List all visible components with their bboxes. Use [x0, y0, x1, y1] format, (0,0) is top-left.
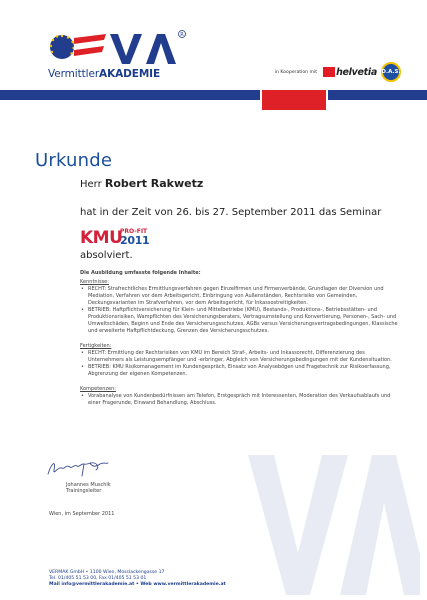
period-text: hat in der Zeit von 26. bis 27. September 2011 das Seminar	[80, 207, 382, 218]
footer-contact: Mail info@vermittlerakademie.at • Web www.vermittlerakademie.at	[49, 582, 226, 588]
list-item: • Vorabanalyse von Kundenbedürfnissen am Telefon, Erstgespräch mit Interessenten, Moderation des Verkaufsablaufs und einer Fragerunde, Einwand Behandlung, Abschluss.	[80, 393, 400, 407]
das-logo	[381, 62, 401, 82]
section-list	[80, 286, 400, 335]
section-list	[80, 350, 400, 378]
signatory-name: Johannes Muschik	[66, 482, 111, 488]
handwritten-signature	[44, 458, 114, 480]
logo-wordmark	[48, 68, 160, 80]
band-blue-right	[328, 90, 427, 100]
header-band	[0, 90, 427, 100]
signatory	[66, 482, 111, 494]
section-gap	[80, 335, 400, 342]
flag-swoosh-icon	[74, 34, 106, 56]
vermittler-akademie-logo	[44, 28, 194, 84]
signatory-role: Trainingsleiter	[66, 488, 102, 494]
section-list	[80, 393, 400, 407]
seminar-logo-year: 2011	[120, 234, 150, 247]
band-red-drop	[262, 100, 326, 110]
content-intro: Die Ausbildung umfasste folgende Inhalte:	[80, 270, 201, 276]
helvetia-logo	[323, 67, 377, 78]
logo-text-bold: AKADEMIE	[99, 68, 161, 80]
seminar-logo	[80, 227, 160, 247]
recipient-name: Robert Rakwetz	[104, 177, 204, 190]
partner-label: in Kooperation mit	[274, 69, 318, 75]
band-red	[262, 90, 326, 100]
band-blue-left	[0, 90, 260, 100]
list-item: • BETRIEB: Haftpflichtversicherung für Klein- und Mittelbetriebe (KMU), Bestands-, Produktions-, Betriebsstätten- und Produktionsrisiken, Wampflichten des Versicherungsberaters, Vertragsumstellung und Konvertierung, Personen-, Sach- und Umweltschäden, Beginn und Ende des Versicherungsschutzes, AGBs versus Versicherungsvertragsbedingungen, Klassische und erweiterte Haftpflichtdeckung, Grenzen des Versicherungsschutzes.	[80, 307, 400, 335]
das-wordmark: D.A.S.	[381, 69, 401, 75]
recipient-line	[80, 177, 203, 190]
section-heading: Kenntnisse:	[80, 279, 109, 285]
partner-logos	[275, 62, 401, 82]
svg-text:R: R	[180, 31, 184, 38]
course-content	[80, 270, 400, 407]
list-item: • RECHT: Ermittlung der Rechtsrisiken von KMU im Bereich Straf-, Arbeits- und Inkassorecht, Differenzierung des Unternehmers als Leistungsempfänger und -erbringer, Abgleich von Versicherungsbedingungen mit der Kundensituation.	[80, 350, 400, 364]
certificate-title: Urkunde	[35, 150, 113, 171]
footer-phone: Tel. 01/405 51 53 00, Fax 01/405 51 53 01	[49, 576, 147, 582]
seminar-logo-main: KMU	[80, 228, 123, 248]
footer-company: VERMAK GmbH • 1100 Wien, Mosslackengasse 17	[49, 570, 165, 575]
completed-text: absolviert.	[80, 250, 133, 261]
footer-address	[49, 570, 226, 589]
helvetia-mark-icon	[323, 67, 335, 77]
logo-text-light: Vermittler	[48, 68, 100, 80]
va-logo-mark	[44, 28, 194, 66]
section-heading: Fertigkeiten:	[80, 343, 112, 349]
list-item: • BETRIEB: KMU Risikomanagement im Kundengespräch, Einsatz von Analysebögen und Fragetechnik zur Risikoerfassung, Abgrenzung der eigenen Kompetenzen.	[80, 364, 400, 378]
list-item: • RECHT: Strafrechtliches Ermittlungsverfahren gegen Einzelfirmen und Firmenverbände, Grundlagen der Diversion und Mediation, Verfahren vor dem Arbeitsgericht, Einbringung von Außenständen, Rechtsrisiko von Gemeinden, Deckungsvarianten im Strafverfahren, vor dem Arbeitsgericht, für Inkassostreitigkeiten.	[80, 286, 400, 307]
section-heading: Kompetenzen:	[80, 386, 116, 392]
seminar-logo-sup: PRO-FIT	[120, 228, 148, 235]
salutation: Herr	[80, 179, 102, 190]
star-circle-icon	[50, 35, 75, 59]
helvetia-wordmark: helvetia	[336, 66, 377, 78]
va-watermark	[248, 445, 420, 595]
section-gap	[80, 378, 400, 385]
place-date: Wien, im September 2011	[49, 511, 115, 517]
